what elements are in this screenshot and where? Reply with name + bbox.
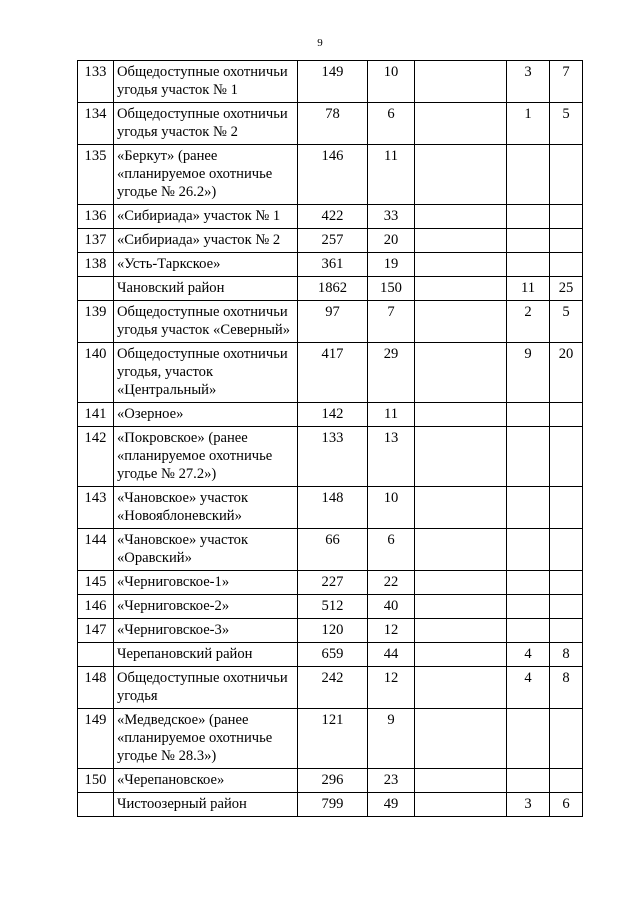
column-5-value [415, 427, 507, 487]
hunting-ground-name: Общедоступные охотничьи угодья [114, 667, 298, 709]
district-row [78, 643, 583, 667]
area-value: 361 [298, 253, 368, 277]
hunting-ground-name: «Сибириада» участок № 1 [114, 205, 298, 229]
row-number: 136 [78, 205, 114, 229]
table-row [78, 61, 583, 103]
column-4-value: 29 [368, 343, 415, 403]
row-number: 138 [78, 253, 114, 277]
hunting-ground-name: Чановский район [114, 277, 298, 301]
row-number: 140 [78, 343, 114, 403]
area-value: 78 [298, 103, 368, 145]
area-value: 120 [298, 619, 368, 643]
column-4-value: 33 [368, 205, 415, 229]
column-5-value [415, 301, 507, 343]
column-6-value: 11 [507, 277, 550, 301]
column-6-value [507, 595, 550, 619]
table-row [78, 487, 583, 529]
column-7-value: 20 [550, 343, 583, 403]
column-5-value [415, 619, 507, 643]
column-5-value [415, 571, 507, 595]
column-4-value: 6 [368, 103, 415, 145]
column-6-value: 2 [507, 301, 550, 343]
column-4-value: 11 [368, 145, 415, 205]
column-7-value [550, 403, 583, 427]
column-4-value: 9 [368, 709, 415, 769]
area-value: 512 [298, 595, 368, 619]
row-number: 145 [78, 571, 114, 595]
row-number: 147 [78, 619, 114, 643]
column-7-value: 8 [550, 643, 583, 667]
column-4-value: 10 [368, 487, 415, 529]
column-7-value [550, 571, 583, 595]
column-7-value [550, 529, 583, 571]
column-6-value: 1 [507, 103, 550, 145]
column-7-value [550, 769, 583, 793]
column-6-value [507, 205, 550, 229]
column-6-value [507, 487, 550, 529]
table-row [78, 301, 583, 343]
column-5-value [415, 253, 507, 277]
column-4-value: 7 [368, 301, 415, 343]
column-5-value [415, 145, 507, 205]
column-6-value [507, 403, 550, 427]
column-5-value [415, 643, 507, 667]
row-number: 135 [78, 145, 114, 205]
row-number: 142 [78, 427, 114, 487]
area-value: 257 [298, 229, 368, 253]
column-7-value [550, 427, 583, 487]
column-4-value: 49 [368, 793, 415, 817]
column-5-value [415, 667, 507, 709]
area-value: 121 [298, 709, 368, 769]
column-6-value [507, 769, 550, 793]
table-row [78, 619, 583, 643]
hunting-ground-name: «Озерное» [114, 403, 298, 427]
hunting-ground-name: Чистоозерный район [114, 793, 298, 817]
row-number: 133 [78, 61, 114, 103]
column-5-value [415, 709, 507, 769]
hunting-ground-name: «Чановское» участок «Оравский» [114, 529, 298, 571]
hunting-ground-name: «Черниговское-2» [114, 595, 298, 619]
column-7-value: 25 [550, 277, 583, 301]
column-6-value: 4 [507, 643, 550, 667]
column-4-value: 22 [368, 571, 415, 595]
column-5-value [415, 529, 507, 571]
column-6-value: 9 [507, 343, 550, 403]
column-5-value [415, 343, 507, 403]
column-7-value [550, 205, 583, 229]
area-value: 148 [298, 487, 368, 529]
row-number: 143 [78, 487, 114, 529]
district-row [78, 277, 583, 301]
column-7-value: 5 [550, 103, 583, 145]
hunting-ground-name: «Черепановское» [114, 769, 298, 793]
hunting-ground-name: Общедоступные охотничьи угодья участок № 2 [114, 103, 298, 145]
area-value: 146 [298, 145, 368, 205]
table-row [78, 253, 583, 277]
area-value: 417 [298, 343, 368, 403]
column-4-value: 11 [368, 403, 415, 427]
column-4-value: 19 [368, 253, 415, 277]
column-7-value [550, 487, 583, 529]
hunting-ground-name: «Сибириада» участок № 2 [114, 229, 298, 253]
area-value: 1862 [298, 277, 368, 301]
row-number: 141 [78, 403, 114, 427]
hunting-ground-name: «Беркут» (ранее «планируемое охотничье угодье № 26.2») [114, 145, 298, 205]
column-4-value: 40 [368, 595, 415, 619]
row-number: 148 [78, 667, 114, 709]
district-row [78, 793, 583, 817]
column-7-value [550, 709, 583, 769]
area-value: 142 [298, 403, 368, 427]
row-number: 137 [78, 229, 114, 253]
column-5-value [415, 793, 507, 817]
hunting-ground-name: «Черниговское-3» [114, 619, 298, 643]
column-6-value: 3 [507, 61, 550, 103]
column-4-value: 12 [368, 667, 415, 709]
area-value: 242 [298, 667, 368, 709]
column-6-value [507, 529, 550, 571]
table-row [78, 769, 583, 793]
column-5-value [415, 595, 507, 619]
row-number [78, 643, 114, 667]
column-6-value [507, 253, 550, 277]
column-7-value: 6 [550, 793, 583, 817]
column-5-value [415, 61, 507, 103]
column-6-value [507, 709, 550, 769]
table-row [78, 529, 583, 571]
column-5-value [415, 769, 507, 793]
area-value: 133 [298, 427, 368, 487]
row-number: 134 [78, 103, 114, 145]
row-number: 149 [78, 709, 114, 769]
page-number: 9 [317, 37, 323, 49]
column-7-value: 5 [550, 301, 583, 343]
hunting-ground-name: Общедоступные охотничьи угодья участок № 1 [114, 61, 298, 103]
hunting-ground-name: «Покровское» (ранее «планируемое охотничье угодье № 27.2») [114, 427, 298, 487]
row-number: 150 [78, 769, 114, 793]
table-row [78, 427, 583, 487]
column-6-value [507, 619, 550, 643]
row-number [78, 277, 114, 301]
table-row [78, 229, 583, 253]
column-7-value: 7 [550, 61, 583, 103]
table-row [78, 571, 583, 595]
table-row [78, 205, 583, 229]
column-6-value [507, 229, 550, 253]
column-4-value: 20 [368, 229, 415, 253]
column-6-value: 4 [507, 667, 550, 709]
area-value: 659 [298, 643, 368, 667]
column-6-value [507, 571, 550, 595]
table-body [78, 61, 583, 817]
row-number: 139 [78, 301, 114, 343]
column-4-value: 12 [368, 619, 415, 643]
column-5-value [415, 487, 507, 529]
area-value: 227 [298, 571, 368, 595]
column-6-value [507, 145, 550, 205]
area-value: 422 [298, 205, 368, 229]
table-row [78, 343, 583, 403]
column-7-value [550, 619, 583, 643]
table-row [78, 595, 583, 619]
row-number [78, 793, 114, 817]
table-row [78, 403, 583, 427]
column-5-value [415, 205, 507, 229]
column-4-value: 6 [368, 529, 415, 571]
column-5-value [415, 403, 507, 427]
column-4-value: 44 [368, 643, 415, 667]
column-5-value [415, 229, 507, 253]
hunting-ground-name: «Усть-Таркское» [114, 253, 298, 277]
column-5-value [415, 103, 507, 145]
hunting-grounds-table [77, 60, 583, 817]
hunting-ground-name: Общедоступные охотничьи угодья участок «Северный» [114, 301, 298, 343]
column-7-value [550, 145, 583, 205]
hunting-ground-name: «Черниговское-1» [114, 571, 298, 595]
column-6-value [507, 427, 550, 487]
hunting-ground-name: «Чановское» участок «Новояблоневский» [114, 487, 298, 529]
column-7-value [550, 595, 583, 619]
column-7-value: 8 [550, 667, 583, 709]
table-row [78, 709, 583, 769]
column-5-value [415, 277, 507, 301]
row-number: 144 [78, 529, 114, 571]
hunting-ground-name: Черепановский район [114, 643, 298, 667]
area-value: 149 [298, 61, 368, 103]
area-value: 799 [298, 793, 368, 817]
column-7-value [550, 229, 583, 253]
area-value: 66 [298, 529, 368, 571]
table-row [78, 103, 583, 145]
hunting-ground-name: Общедоступные охотничьи угодья, участок «Центральный» [114, 343, 298, 403]
area-value: 296 [298, 769, 368, 793]
column-4-value: 10 [368, 61, 415, 103]
column-7-value [550, 253, 583, 277]
column-4-value: 13 [368, 427, 415, 487]
column-4-value: 23 [368, 769, 415, 793]
hunting-ground-name: «Медведское» (ранее «планируемое охотничье угодье № 28.3») [114, 709, 298, 769]
column-6-value: 3 [507, 793, 550, 817]
table-row [78, 667, 583, 709]
table-row [78, 145, 583, 205]
area-value: 97 [298, 301, 368, 343]
row-number: 146 [78, 595, 114, 619]
column-4-value: 150 [368, 277, 415, 301]
